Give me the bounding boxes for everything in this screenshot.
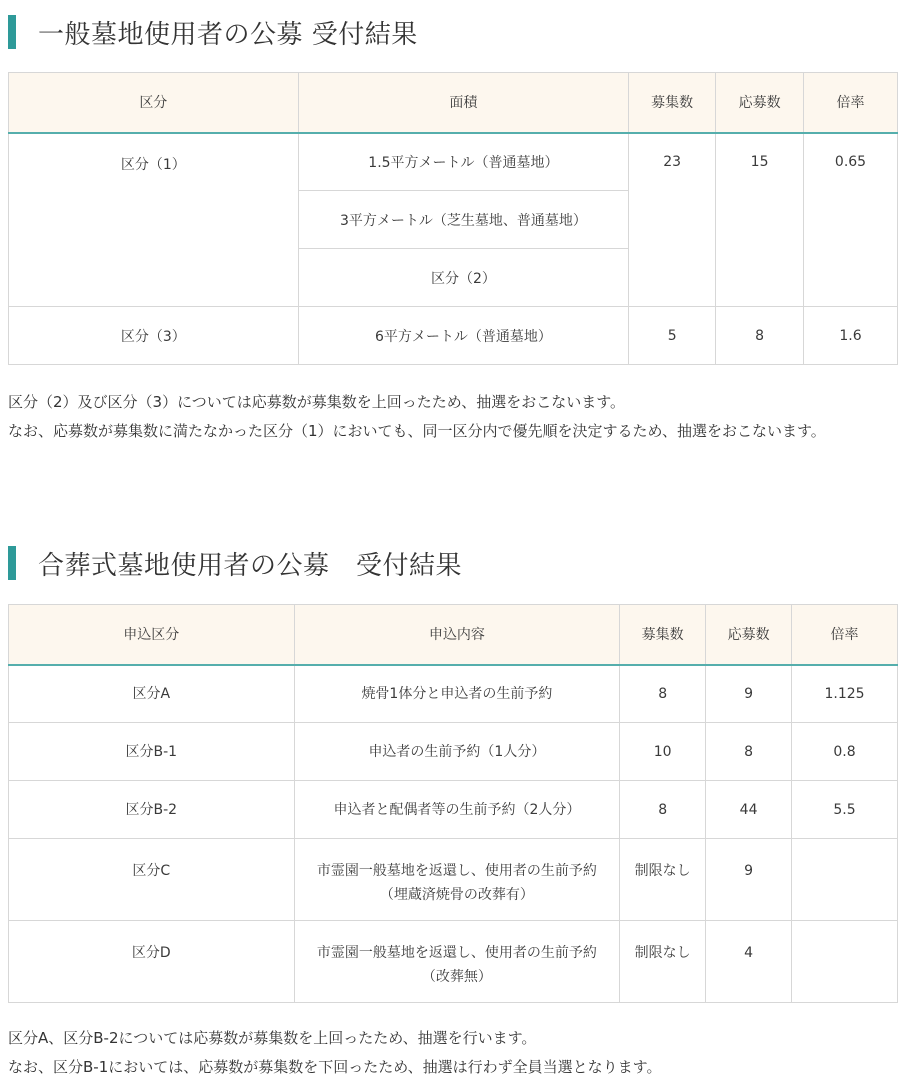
table-row: [9, 921, 898, 1003]
heading-accent-bar: [8, 15, 16, 49]
quota-cell: 制限なし: [620, 839, 706, 921]
category-cell: 区分（1）: [9, 133, 299, 307]
quota-cell: 5: [629, 307, 716, 365]
header-category: 区分: [9, 73, 299, 133]
ratio-cell: 1.6: [804, 307, 898, 365]
quota-cell: 23: [629, 133, 716, 307]
quota-cell: 10: [620, 723, 706, 781]
category-cell: 区分B-2: [9, 781, 295, 839]
header-ratio: 倍率: [804, 73, 898, 133]
heading-accent-bar: [8, 546, 16, 580]
table-row: [9, 307, 898, 365]
header-applicants: 応募数: [716, 73, 804, 133]
header-quota: 募集数: [620, 605, 706, 665]
applicants-cell: 44: [706, 781, 792, 839]
content-cell: 市霊園一般墓地を返還し、使用者の生前予約 （埋蔵済焼骨の改葬有）: [294, 839, 620, 921]
applicants-cell: 9: [706, 839, 792, 921]
note-paragraph: 区分A、区分B-2については応募数が募集数を上回ったため、抽選を行います。: [8, 1029, 537, 1047]
quota-cell: 8: [620, 665, 706, 723]
area-cell: 3平方メートル（芝生墓地、普通墓地）: [298, 191, 629, 249]
note-paragraph: なお、区分B-1においては、応募数が募集数を下回ったため、抽選は行わず全員当選となります。: [8, 1058, 662, 1076]
ratio-cell: [792, 839, 898, 921]
ratio-cell: 1.125: [792, 665, 898, 723]
category-cell: 区分B-1: [9, 723, 295, 781]
section2-heading: [8, 543, 462, 583]
table-row: [9, 839, 898, 921]
ratio-cell: 0.65: [804, 133, 898, 307]
applicants-cell: 15: [716, 133, 804, 307]
content-cell: 焼骨1体分と申込者の生前予約: [294, 665, 620, 723]
header-area: 面積: [298, 73, 629, 133]
joint-burial-results-table: [8, 604, 898, 1003]
content-cell: 申込者の生前予約（1人分）: [294, 723, 620, 781]
quota-cell: 8: [620, 781, 706, 839]
table-header-row: [9, 73, 898, 133]
table-row: [9, 723, 898, 781]
table-row: [9, 665, 898, 723]
category-cell: 区分（3）: [9, 307, 299, 365]
table-header-row: [9, 605, 898, 665]
area-cell: 区分（2）: [298, 249, 629, 307]
area-cell: 1.5平方メートル（普通墓地）: [298, 133, 629, 191]
area-cell: 6平方メートル（普通墓地）: [298, 307, 629, 365]
category-cell: 区分A: [9, 665, 295, 723]
note-paragraph: 区分（2）及び区分（3）については応募数が募集数を上回ったため、抽選をおこないます。: [8, 393, 625, 411]
header-quota: 募集数: [629, 73, 716, 133]
content-cell: 申込者と配偶者等の生前予約（2人分）: [294, 781, 620, 839]
applicants-cell: 8: [716, 307, 804, 365]
header-applicants: 応募数: [706, 605, 792, 665]
category-cell: 区分D: [9, 921, 295, 1003]
table-row: [9, 781, 898, 839]
applicants-cell: 8: [706, 723, 792, 781]
applicants-cell: 4: [706, 921, 792, 1003]
category-cell: 区分C: [9, 839, 295, 921]
note-paragraph: なお、応募数が募集数に満たなかった区分（1）においても、同一区分内で優先順を決定するため、抽選をおこないます。: [8, 422, 826, 440]
applicants-cell: 9: [706, 665, 792, 723]
table-row: [9, 133, 898, 191]
general-grave-results-table: [8, 72, 898, 365]
section2-notes: [8, 1024, 898, 1082]
quota-cell: 制限なし: [620, 921, 706, 1003]
ratio-cell: [792, 921, 898, 1003]
section1-notes: [8, 388, 898, 446]
ratio-cell: 5.5: [792, 781, 898, 839]
content-cell: 市霊園一般墓地を返還し、使用者の生前予約 （改葬無）: [294, 921, 620, 1003]
header-ratio: 倍率: [792, 605, 898, 665]
header-category: 申込区分: [9, 605, 295, 665]
header-content: 申込内容: [294, 605, 620, 665]
section1-title: 一般墓地使用者の公募 受付結果: [38, 19, 418, 50]
ratio-cell: 0.8: [792, 723, 898, 781]
section1-heading: [8, 12, 418, 52]
section2-title: 合葬式墓地使用者の公募 受付結果: [38, 550, 463, 581]
